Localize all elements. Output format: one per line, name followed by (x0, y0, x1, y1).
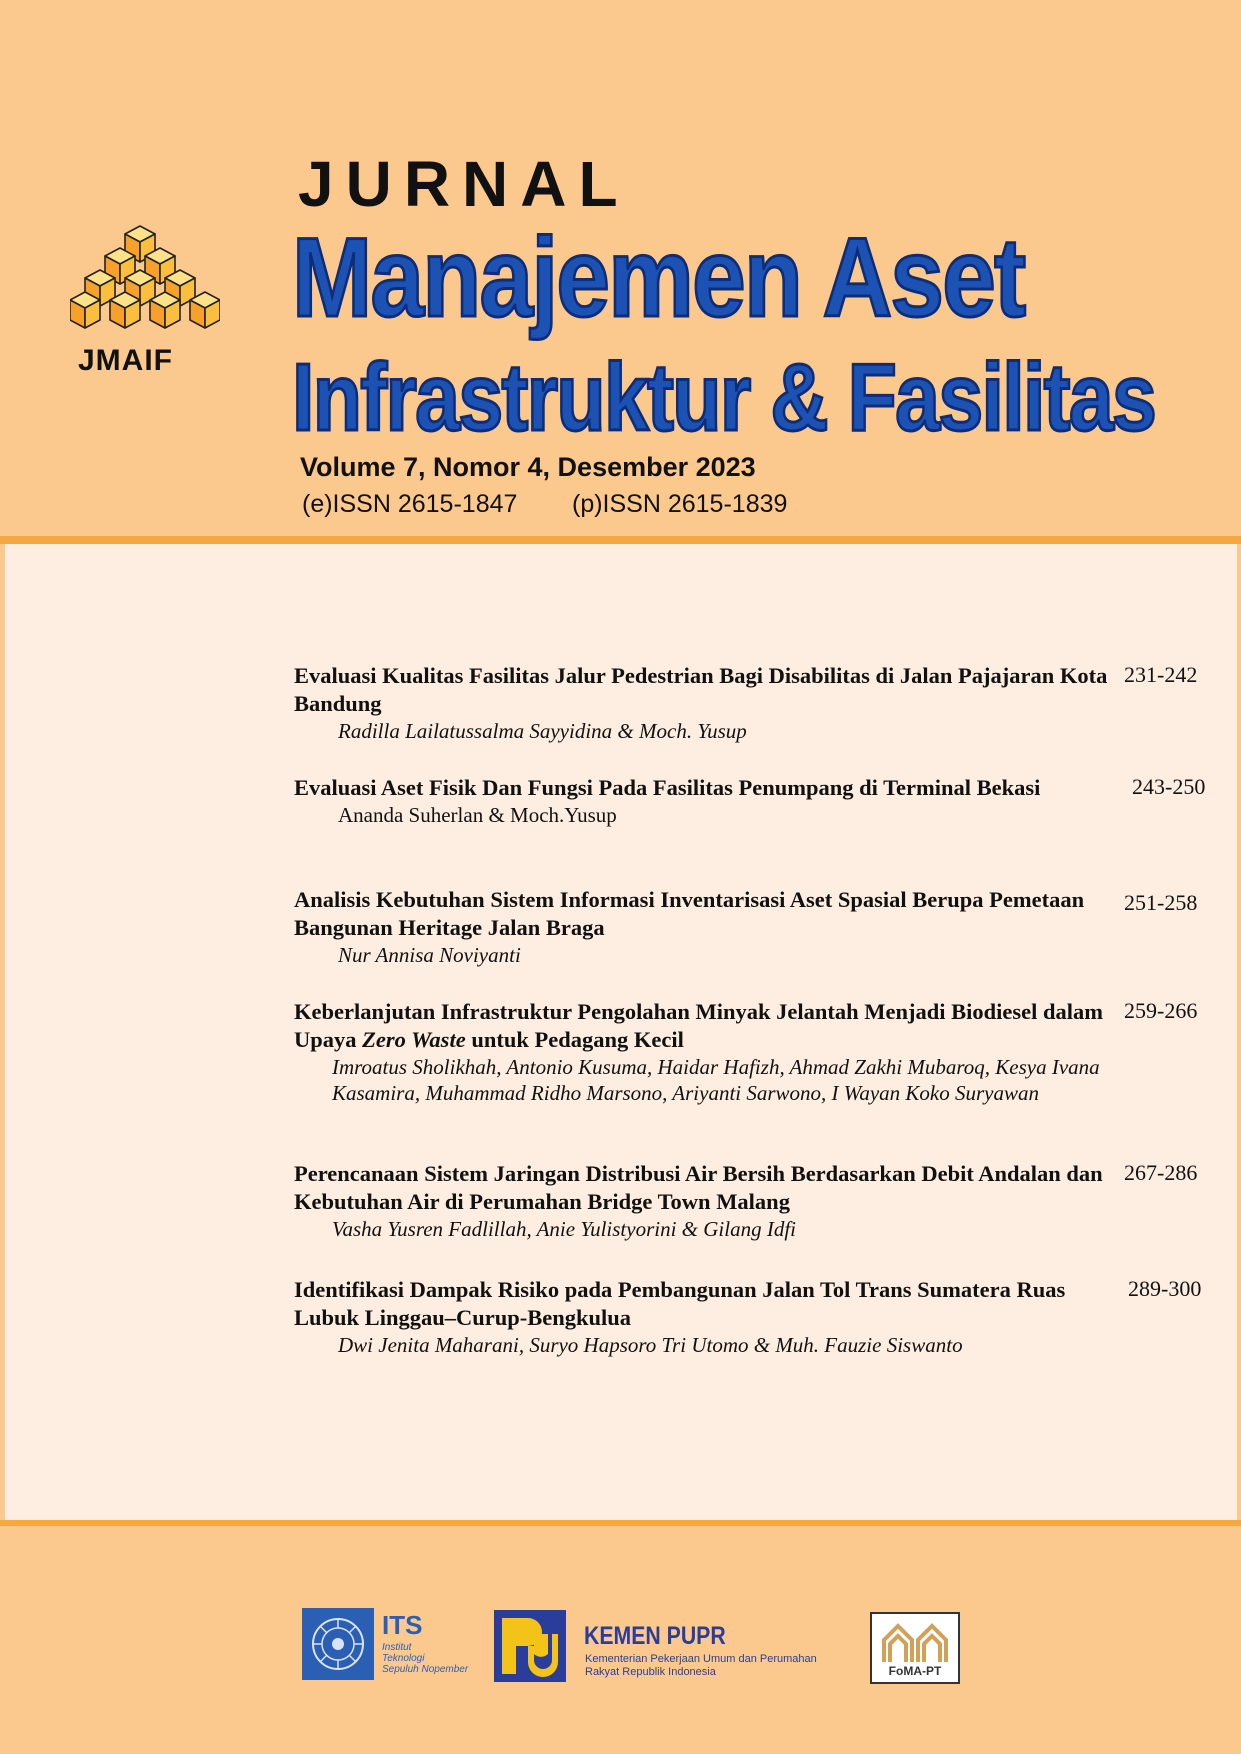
its-line-3: Sepuluh Nopember (382, 1664, 469, 1675)
article-title: Analisis Kebutuhan Sistem Informasi Inventarisasi Aset Spasial Berupa Pemetaan Bangunan Heritage Jalan Braga (294, 887, 1085, 940)
header-band (0, 0, 1241, 536)
its-logo (302, 1608, 472, 1680)
article-entry[interactable] (294, 774, 1206, 828)
article-pages: 289-300 (1128, 1276, 1202, 1301)
article-title-text: untuk Pedagang Kecil (465, 1027, 684, 1052)
article-pages: 267-286 (1124, 1160, 1198, 1185)
article-authors: Radilla Lailatussalma Sayyidina & Moch. Yusup (338, 719, 747, 743)
article-authors: Ananda Suherlan & Moch.Yusup (338, 803, 617, 827)
article-title: Perencanaan Sistem Jaringan Distribusi Air Bersih Berdasarkan Debit Andalan dan Kebutuhan Air di Perumahan Bridge Town Malang (294, 1161, 1103, 1214)
journal-kicker: JURNAL (298, 148, 630, 220)
article-pages: 251-258 (1124, 890, 1198, 915)
pupr-logo (494, 1610, 566, 1682)
article-authors: Imroatus Sholikhah, Antonio Kusuma, Haidar Hafizh, Ahmad Zakhi Mubaroq, Kesya Ivana Kasamira, Muhammad Ridho Marsono, Ariyanti Sarwono, I Wayan Koko Suryawan (332, 1055, 1100, 1105)
header-divider (0, 536, 1241, 544)
article-authors: Nur Annisa Noviyanti (338, 943, 521, 967)
article-entry[interactable] (294, 998, 1198, 1106)
article-title-emphasis: Zero Waste (362, 1027, 466, 1052)
pupr-title: KEMEN PUPR (584, 1622, 726, 1650)
article-pages: 259-266 (1124, 998, 1198, 1023)
pupr-subtitle: Kementerian Pekerjaan Umum dan Perumahan Rakyat Republik Indonesia (585, 1653, 817, 1678)
foma-pt-label: FoMA-PT (888, 1664, 942, 1678)
article-entry[interactable] (294, 1160, 1198, 1242)
article-entry[interactable] (294, 1276, 1202, 1358)
article-authors: Vasha Yusren Fadlillah, Anie Yulistyorini & Gilang Idfi (332, 1217, 796, 1241)
foma-houses-icon (880, 1618, 950, 1664)
article-title (294, 998, 1124, 1054)
jmaif-logo-text: JMAIF (78, 344, 173, 377)
issn-electronic: (e)ISSN 2615-1847 (302, 490, 518, 518)
journal-title-line2: Infrastruktur & Fasilitas (292, 344, 1156, 451)
article-pages: 243-250 (1132, 774, 1206, 799)
article-authors: Dwi Jenita Maharani, Suryo Hapsoro Tri Utomo & Muh. Fauzie Siswanto (338, 1333, 963, 1357)
article-title: Evaluasi Kualitas Fasilitas Jalur Pedestrian Bagi Disabilitas di Jalan Pajajaran Kota Bandung (294, 663, 1108, 716)
article-title-text: Keberlanjutan Infrastruktur Pengolahan Minyak Jelantah Menjadi Biodiesel dalam Upaya (294, 999, 1104, 1052)
volume-issue: Volume 7, Nomor 4, Desember 2023 (300, 452, 756, 482)
article-pages: 231-242 (1124, 662, 1198, 687)
article-entry[interactable] (294, 662, 1198, 744)
its-line-1: Institut (382, 1642, 412, 1653)
issn-print: (p)ISSN 2615-1839 (572, 490, 788, 518)
article-title: Evaluasi Aset Fisik Dan Fungsi Pada Fasilitas Penumpang di Terminal Bekasi (294, 775, 1041, 800)
journal-title-line1: Manajemen Aset (292, 215, 1025, 340)
foma-pt-logo (870, 1612, 960, 1684)
article-title: Identifikasi Dampak Risiko pada Pembangunan Jalan Tol Trans Sumatera Ruas Lubuk Linggau–Curup-Bengkulua (294, 1277, 1066, 1330)
its-name: ITS (382, 1610, 423, 1640)
article-entry[interactable] (294, 886, 1198, 968)
its-line-2: Teknologi (382, 1653, 425, 1664)
